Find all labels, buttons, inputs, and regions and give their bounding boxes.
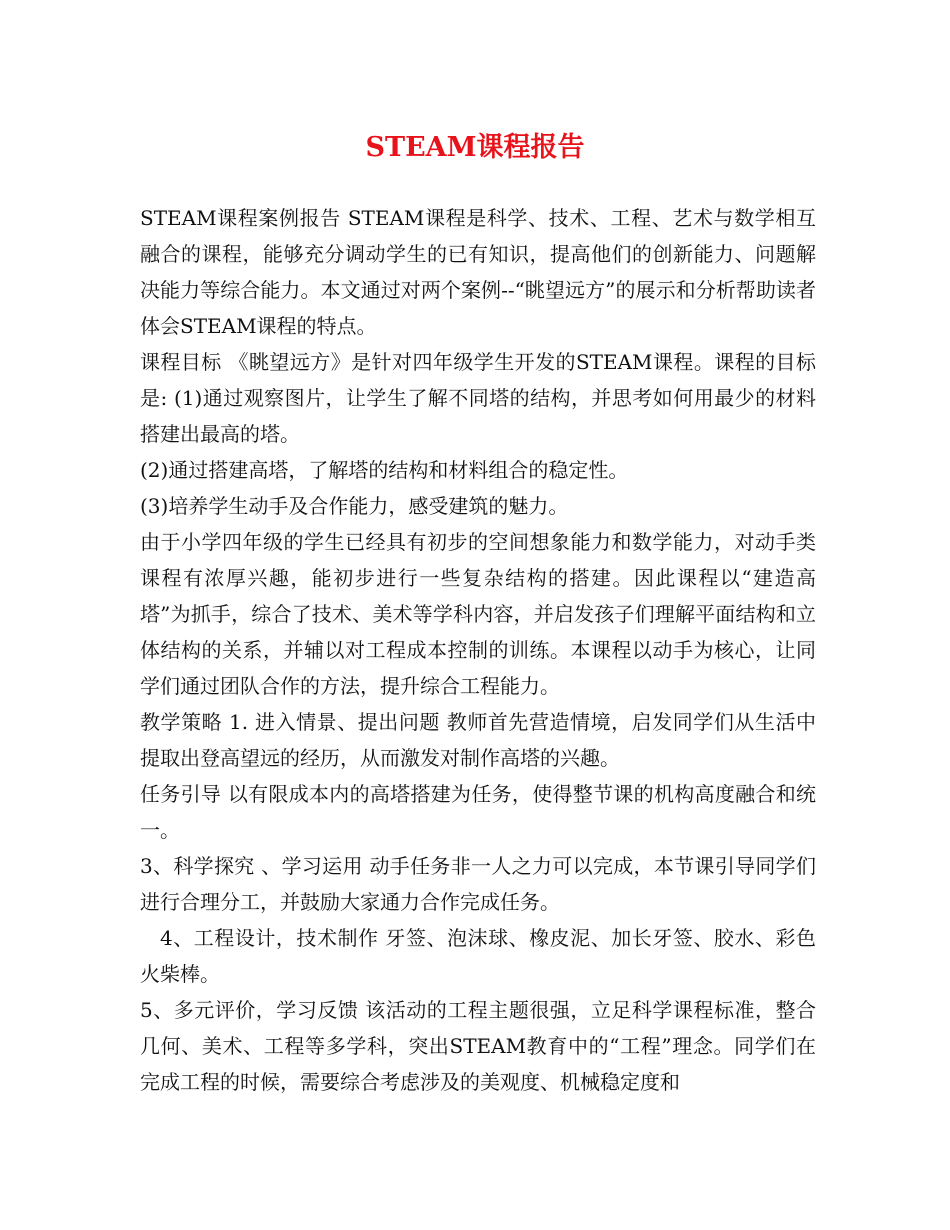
paragraph-evaluation: 5、多元评价，学习反馈 该活动的工程主题很强，立足科学课程标准，整合几何、美术、工程等多学科，突出STEAM教育中的“工程”理念。同学们在完成工程的时候，需要综合考虑涉及的美观度、机械稳定度和	[140, 998, 816, 1094]
document-body	[140, 200, 816, 1100]
paragraph-teaching-strategy: 教学策略 1. 进入情景、提出问题 教师首先营造情境，启发同学们从生活中提取出登高望远的经历，从而激发对制作高塔的兴趣。	[140, 710, 816, 770]
paragraph-goal-2: (2)通过搭建高塔，了解塔的结构和材料组合的稳定性。	[140, 458, 629, 482]
paragraph-task-guidance: 任务引导 以有限成本内的高塔搭建为任务，使得整节课的机构高度融合和统一。	[140, 782, 816, 842]
paragraph-student-background: 由于小学四年级的学生已经具有初步的空间想象能力和数学能力，对动手类课程有浓厚兴趣，能初步进行一些复杂结构的搭建。因此课程以“建造高塔”为抓手，综合了技术、美术等学科内容，并启发孩子们理解平面结构和立体结构的关系，并辅以对工程成本控制的训练。本课程以动手为核心，让同学们通过团队合作的方法，提升综合工程能力。	[140, 530, 816, 698]
paragraph-engineering-design: 4、工程设计，技术制作 牙签、泡沫球、橡皮泥、加长牙签、胶水、彩色火柴棒。	[140, 926, 816, 986]
page-title: STEAM课程报告	[365, 132, 585, 163]
paragraph-scientific-inquiry: 3、科学探究 、学习运用 动手任务非一人之力可以完成，本节课引导同学们进行合理分工，并鼓励大家通力合作完成任务。	[140, 854, 816, 914]
paragraph-course-goals: 课程目标 《眺望远方》是针对四年级学生开发的STEAM课程。课程的目标是: (1)通过观察图片，让学生了解不同塔的结构，并思考如何用最少的材料搭建出最高的塔。	[140, 350, 816, 446]
paragraph-intro: STEAM课程案例报告 STEAM课程是科学、技术、工程、艺术与数学相互融合的课程，能够充分调动学生的已有知识，提高他们的创新能力、问题解决能力等综合能力。本文通过对两个案例--“眺望远方”的展示和分析帮助读者体会STEAM课程的特点。	[140, 206, 816, 338]
paragraph-goal-3: (3)培养学生动手及合作能力，感受建筑的魅力。	[140, 494, 569, 518]
